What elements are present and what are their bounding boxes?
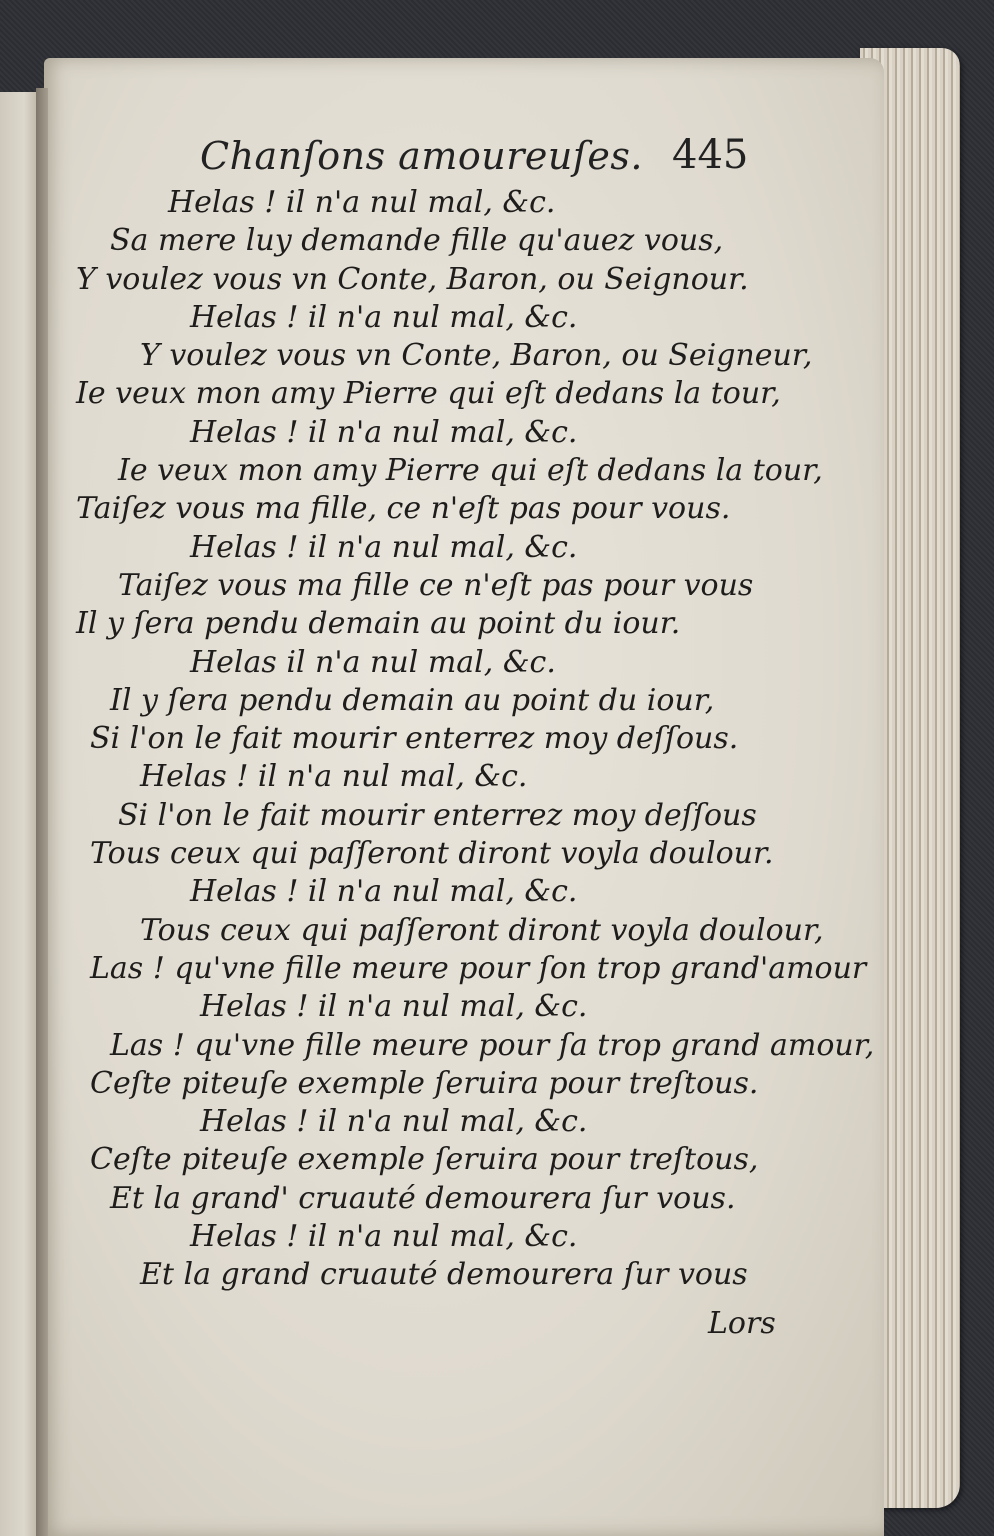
- verse-line: Et la grand cruauté demourera ſur vous: [140, 1257, 748, 1293]
- verse-line: Taiſez vous ma fille, ce n'eſt pas pour vous.: [76, 491, 731, 527]
- verse-line: Helas ! il n'a nul mal, &c.: [190, 414, 578, 450]
- verse-line: Il y ſera pendu demain au point du iour,: [110, 682, 715, 718]
- verse-line: Ie veux mon amy Pierre qui eſt dedans la tour,: [118, 453, 823, 489]
- verse-line: Las ! qu'vne fille meure pour ſon trop grand'amour: [90, 950, 867, 986]
- verse-line: Taiſez vous ma fille ce n'eſt pas pour vous: [118, 567, 754, 603]
- verse-line: Ie veux mon amy Pierre qui eſt dedans la tour,: [76, 376, 781, 412]
- running-title: Chanſons amoureuſes.: [200, 134, 643, 178]
- verse-line: Helas ! il n'a nul mal, &c.: [190, 1219, 578, 1255]
- song-verses: [0, 184, 994, 1295]
- verse-line: Ceſte piteuſe exemple ſeruira pour treſtous,: [90, 1142, 759, 1178]
- page-header: [0, 128, 994, 188]
- verse-line: Tous ceux qui paſſeront diront voyla doulour,: [140, 912, 824, 948]
- verse-line: Helas ! il n'a nul mal, &c.: [190, 874, 578, 910]
- verse-line: Helas ! il n'a nul mal, &c.: [168, 185, 556, 220]
- page-number: 445: [672, 132, 749, 178]
- verse-line: Si l'on le fait mourir enterrez moy deſſous.: [90, 721, 739, 757]
- verse-line: Helas ! il n'a nul mal, &c.: [200, 989, 588, 1025]
- verse-line: Il y ſera pendu demain au point du iour.: [76, 606, 681, 642]
- verse-line: Tous ceux qui paſſeront diront voyla doulour.: [90, 836, 774, 872]
- verse-line: Sa mere luy demande fille qu'auez vous,: [110, 223, 724, 259]
- verse-line: Et la grand' cruauté demourera ſur vous.: [110, 1180, 736, 1216]
- verse-line: Helas il n'a nul mal, &c.: [190, 644, 556, 680]
- verse-line: Helas ! il n'a nul mal, &c.: [200, 1104, 588, 1140]
- catchword: Lors: [708, 1306, 776, 1341]
- verse-line: Helas ! il n'a nul mal, &c.: [190, 299, 578, 335]
- verse-line: Helas ! il n'a nul mal, &c.: [140, 759, 528, 795]
- verse-line: Si l'on le fait mourir enterrez moy deſſous: [118, 797, 757, 833]
- verse-line: Y voulez vous vn Conte, Baron, ou Seignour.: [76, 261, 749, 297]
- verse-line: Y voulez vous vn Conte, Baron, ou Seigneur,: [140, 338, 813, 374]
- verse-line: Helas ! il n'a nul mal, &c.: [190, 529, 578, 565]
- verse-line: Las ! qu'vne fille meure pour ſa trop grand amour,: [110, 1027, 875, 1063]
- verse-line: Ceſte piteuſe exemple ſeruira pour treſtous.: [90, 1065, 759, 1101]
